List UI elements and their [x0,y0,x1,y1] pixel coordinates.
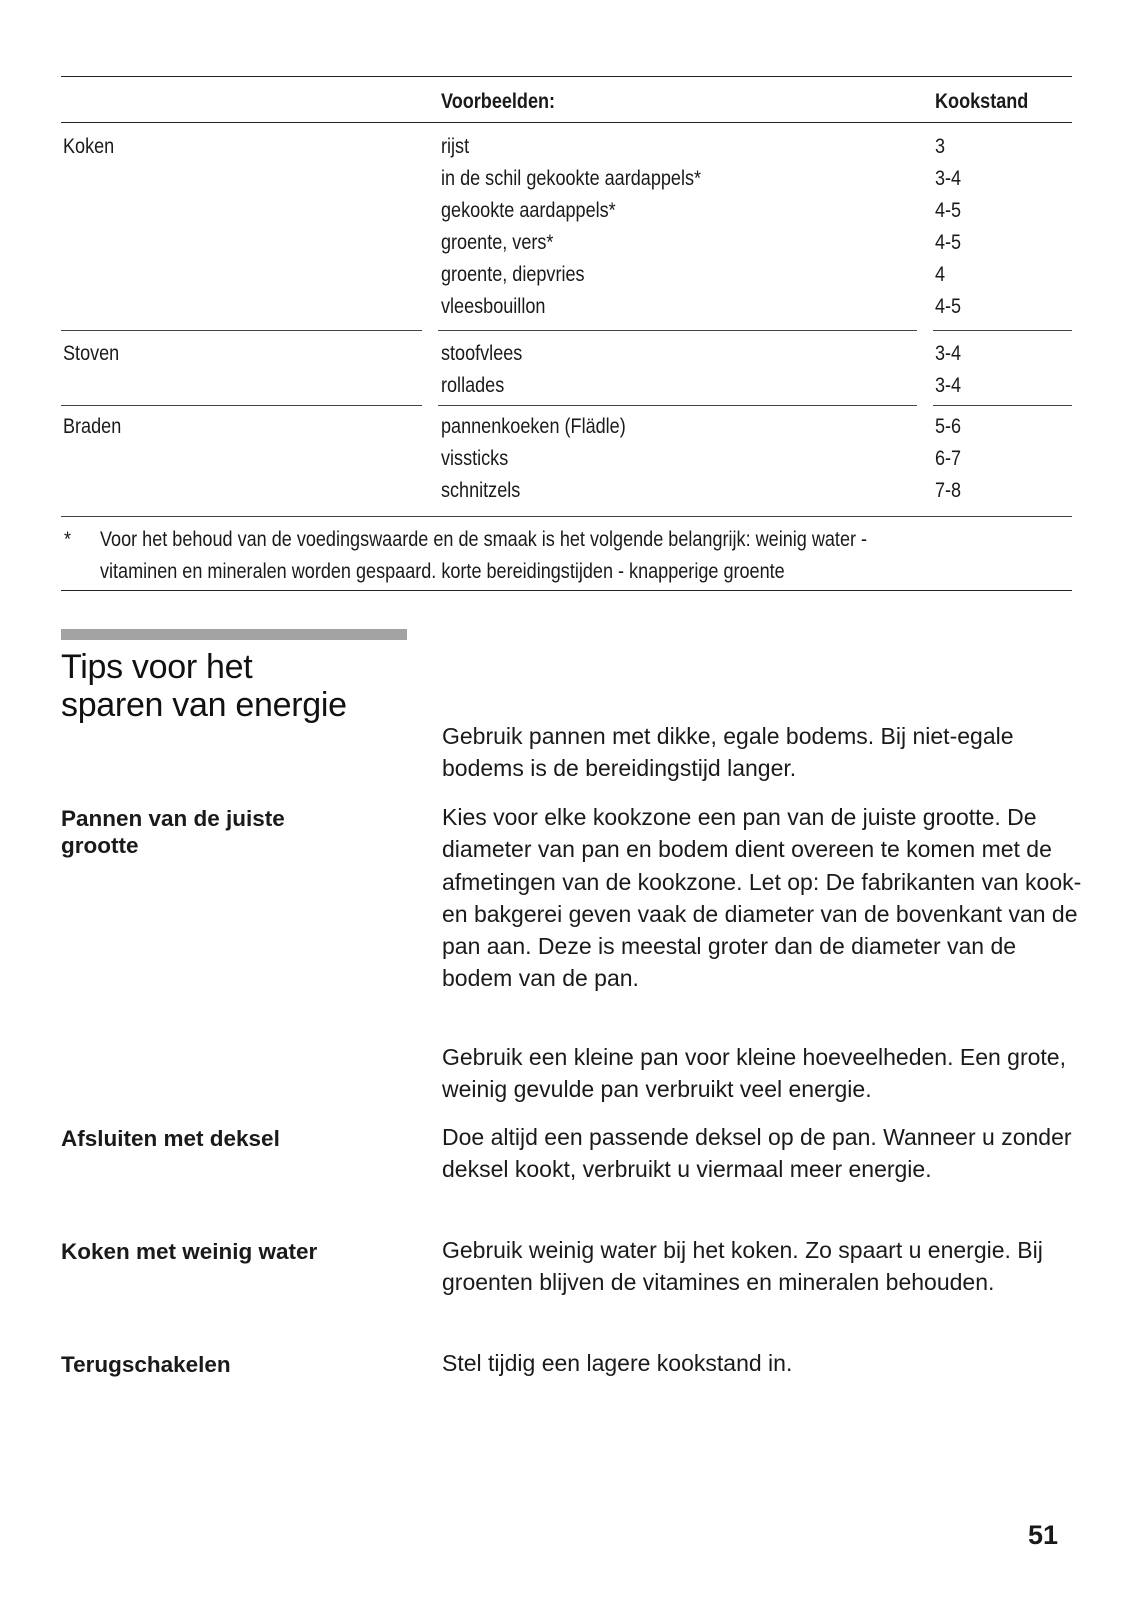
footnote-line: vitaminen en mineralen worden gespaard. korte bereidingstijden - knapperige groente [100,560,785,583]
tip-heading: Afsluiten met deksel [61,1126,280,1151]
levels-stoven [935,338,965,402]
group-divider [933,405,1072,406]
category-braden: Braden [63,415,122,438]
item: rijst [441,135,470,158]
footnote-line: Voor het behoud van de voedingswaarde en de smaak is het volgende belangrijk: weinig water - [100,528,868,551]
level: 4-5 [935,231,962,254]
item: groente, vers* [441,231,554,254]
level: 3-4 [935,374,962,397]
group-divider [933,330,1072,331]
header-examples: Voorbeelden: [441,90,556,113]
group-divider [61,330,422,331]
item: pannenkoeken (Flädle) [441,415,626,438]
tip-paragraph: Gebruik weinig water bij het koken. Zo spaart u energie. Bij groenten blijven de vitamines en mineralen behouden. [442,1237,1043,1296]
tip-heading: Terugschakelen [61,1352,231,1377]
items-braden [441,411,656,507]
tip-heading: Koken met weinig water [61,1239,318,1264]
item: gekookte aardappels* [441,199,616,222]
level: 3-4 [935,342,962,365]
group-divider [438,330,917,331]
items-stoven [441,338,536,402]
group-divider [61,405,422,406]
levels-braden [935,411,965,507]
footnote-rule [61,516,1072,517]
table-top-rule [61,76,1072,77]
item: schnitzels [441,479,521,502]
category-koken: Koken [63,135,115,158]
level: 3-4 [935,167,962,190]
level: 5-6 [935,415,962,438]
item: in de schil gekookte aardappels* [441,167,702,190]
item: groente, diepvries [441,263,585,286]
tip-paragraph: Stel tijdig een lagere kookstand in. [442,1350,793,1376]
section-title-line: Tips voor het [61,648,253,686]
section-accent-bar [61,629,407,640]
header-rule [61,122,1072,123]
items-koken [441,131,743,323]
level: 7-8 [935,479,962,502]
table-bottom-rule [61,590,1072,591]
level: 3 [935,135,946,158]
tip-paragraph: Kies voor elke kookzone een pan van de juiste grootte. De diameter van pan en bodem dient overeen te komen met de afmetingen van de kookzone. Let op: De fabrikanten van kook- en bakgerei geven vaak de diameter van de bovenkant van de pan aan. Deze is meestal groter dan de diameter van de bodem van de pan. [442,804,1082,992]
tip-heading: Pannen van de juiste grootte [61,806,285,858]
tip-paragraph: Gebruik een kleine pan voor kleine hoeveelheden. Een grote, weinig gevulde pan verbruikt veel energie. [442,1044,1066,1103]
level: 4 [935,263,946,286]
footnote-marker: * [64,528,72,551]
item: vissticks [441,447,509,470]
section-title [61,648,347,724]
category-stoven: Stoven [63,342,120,365]
header-level: Kookstand [935,90,1029,113]
item: rollades [441,374,505,397]
item: vleesbouillon [441,295,546,318]
footnote-text [100,524,992,588]
tip-paragraph: Doe altijd een passende deksel op de pan. Wanneer u zonder deksel kookt, verbruikt u viermaal meer energie. [442,1124,1072,1183]
levels-koken [935,131,965,323]
item: stoofvlees [441,342,523,365]
level: 6-7 [935,447,962,470]
section-title-line: sparen van energie [61,686,347,724]
intro-paragraph: Gebruik pannen met dikke, egale bodems. Bij niet-egale bodems is de bereidingstijd langer. [442,723,1014,782]
level: 4-5 [935,295,962,318]
page-number: 51 [1028,1520,1059,1550]
group-divider [438,405,917,406]
level: 4-5 [935,199,962,222]
